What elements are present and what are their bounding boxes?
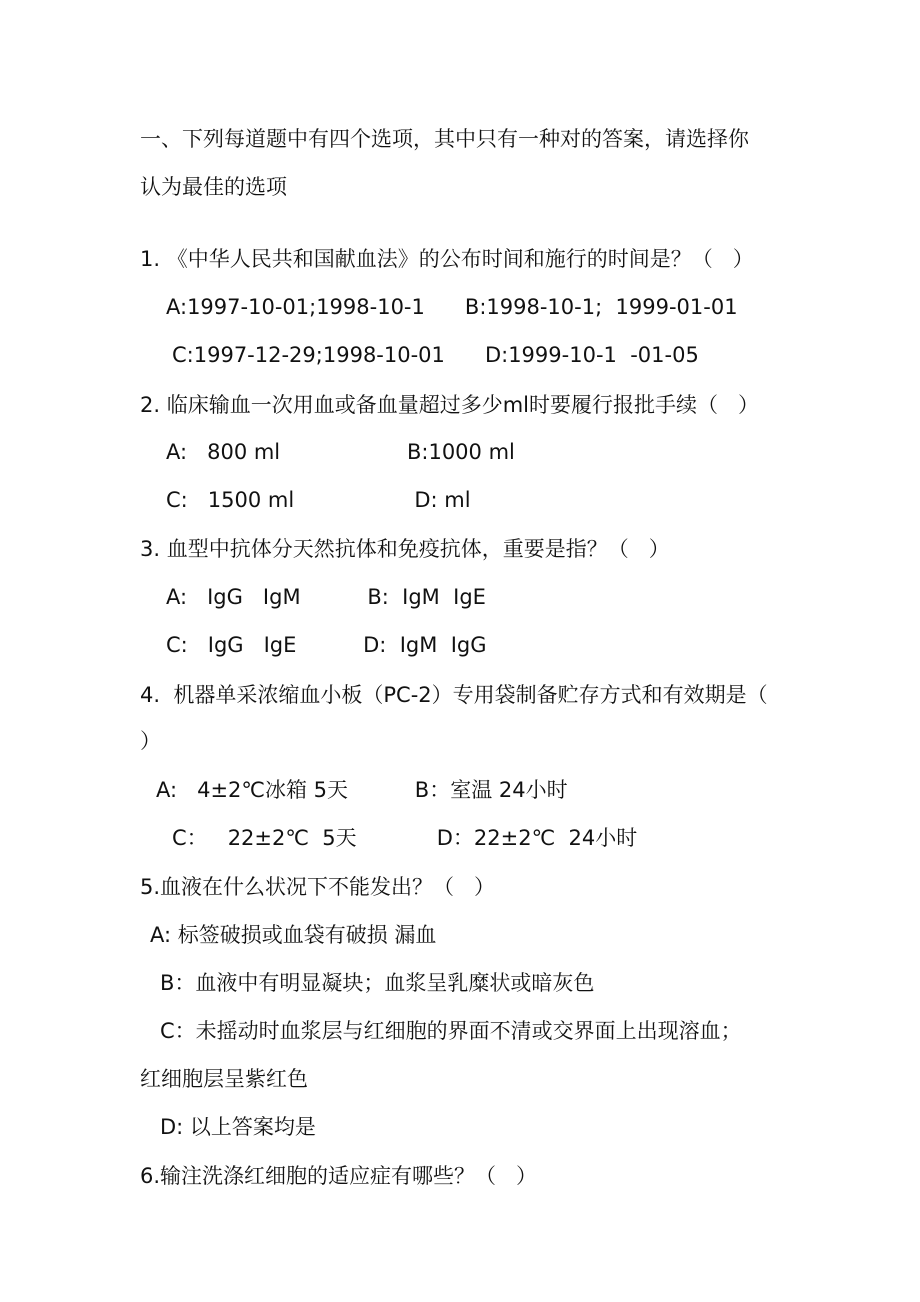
- question-4-stem-cont: ）: [140, 729, 161, 753]
- question-4-options-ab: A: 4±2℃冰箱 5天 B：室温 24小时: [156, 778, 568, 802]
- question-5-option-c-cont: 红细胞层呈紫红色: [140, 1067, 308, 1091]
- question-5-option-d: D: 以上答案均是: [160, 1115, 316, 1139]
- question-5-option-a: A: 标签破损或血袋有破损 漏血: [150, 923, 437, 947]
- question-2-options-cd: C: 1500 ml D: ml: [166, 488, 471, 512]
- question-5-option-b: B：血液中有明显凝块；血浆呈乳糜状或暗灰色: [160, 971, 595, 995]
- question-5-option-c: C：未摇动时血浆层与红细胞的界面不清或交界面上出现溶血；: [160, 1019, 742, 1043]
- question-2-options-ab: A: 800 ml B:1000 ml: [166, 440, 515, 464]
- question-2-stem: 2. 临床输血一次用血或备血量超过多少ml时要履行报批手续（ ）: [140, 393, 760, 417]
- question-3-options-ab: A: IgG IgM B: IgM IgE: [166, 585, 486, 609]
- question-4-options-cd: C： 22±2℃ 5天 D：22±2℃ 24小时: [172, 826, 638, 850]
- section-heading-cont: 认为最佳的选项: [140, 175, 287, 199]
- question-1-options-cd: C:1997-12-29;1998-10-01 D:1999-10-1 -01-05: [172, 343, 699, 367]
- question-3-options-cd: C: IgG IgE D: IgM IgG: [166, 633, 487, 657]
- question-1-stem: 1. 《中华人民共和国献血法》的公布时间和施行的时间是？（ ）: [140, 247, 754, 271]
- question-4-stem: 4. 机器单采浓缩血小板（PC-2）专用袋制备贮存方式和有效期是（: [140, 683, 768, 707]
- question-3-stem: 3. 血型中抗体分天然抗体和免疫抗体，重要是指？（ ）: [140, 537, 670, 561]
- question-6-stem: 6.输注洗涤红细胞的适应症有哪些？（ ）: [140, 1164, 538, 1188]
- question-5-stem: 5.血液在什么状况下不能发出？（ ）: [140, 875, 496, 899]
- section-heading: 一、下列每道题中有四个选项，其中只有一种对的答案，请选择你: [140, 127, 749, 151]
- question-1-options-ab: A:1997-10-01;1998-10-1 B:1998-10-1; 1999-01-01: [166, 295, 738, 319]
